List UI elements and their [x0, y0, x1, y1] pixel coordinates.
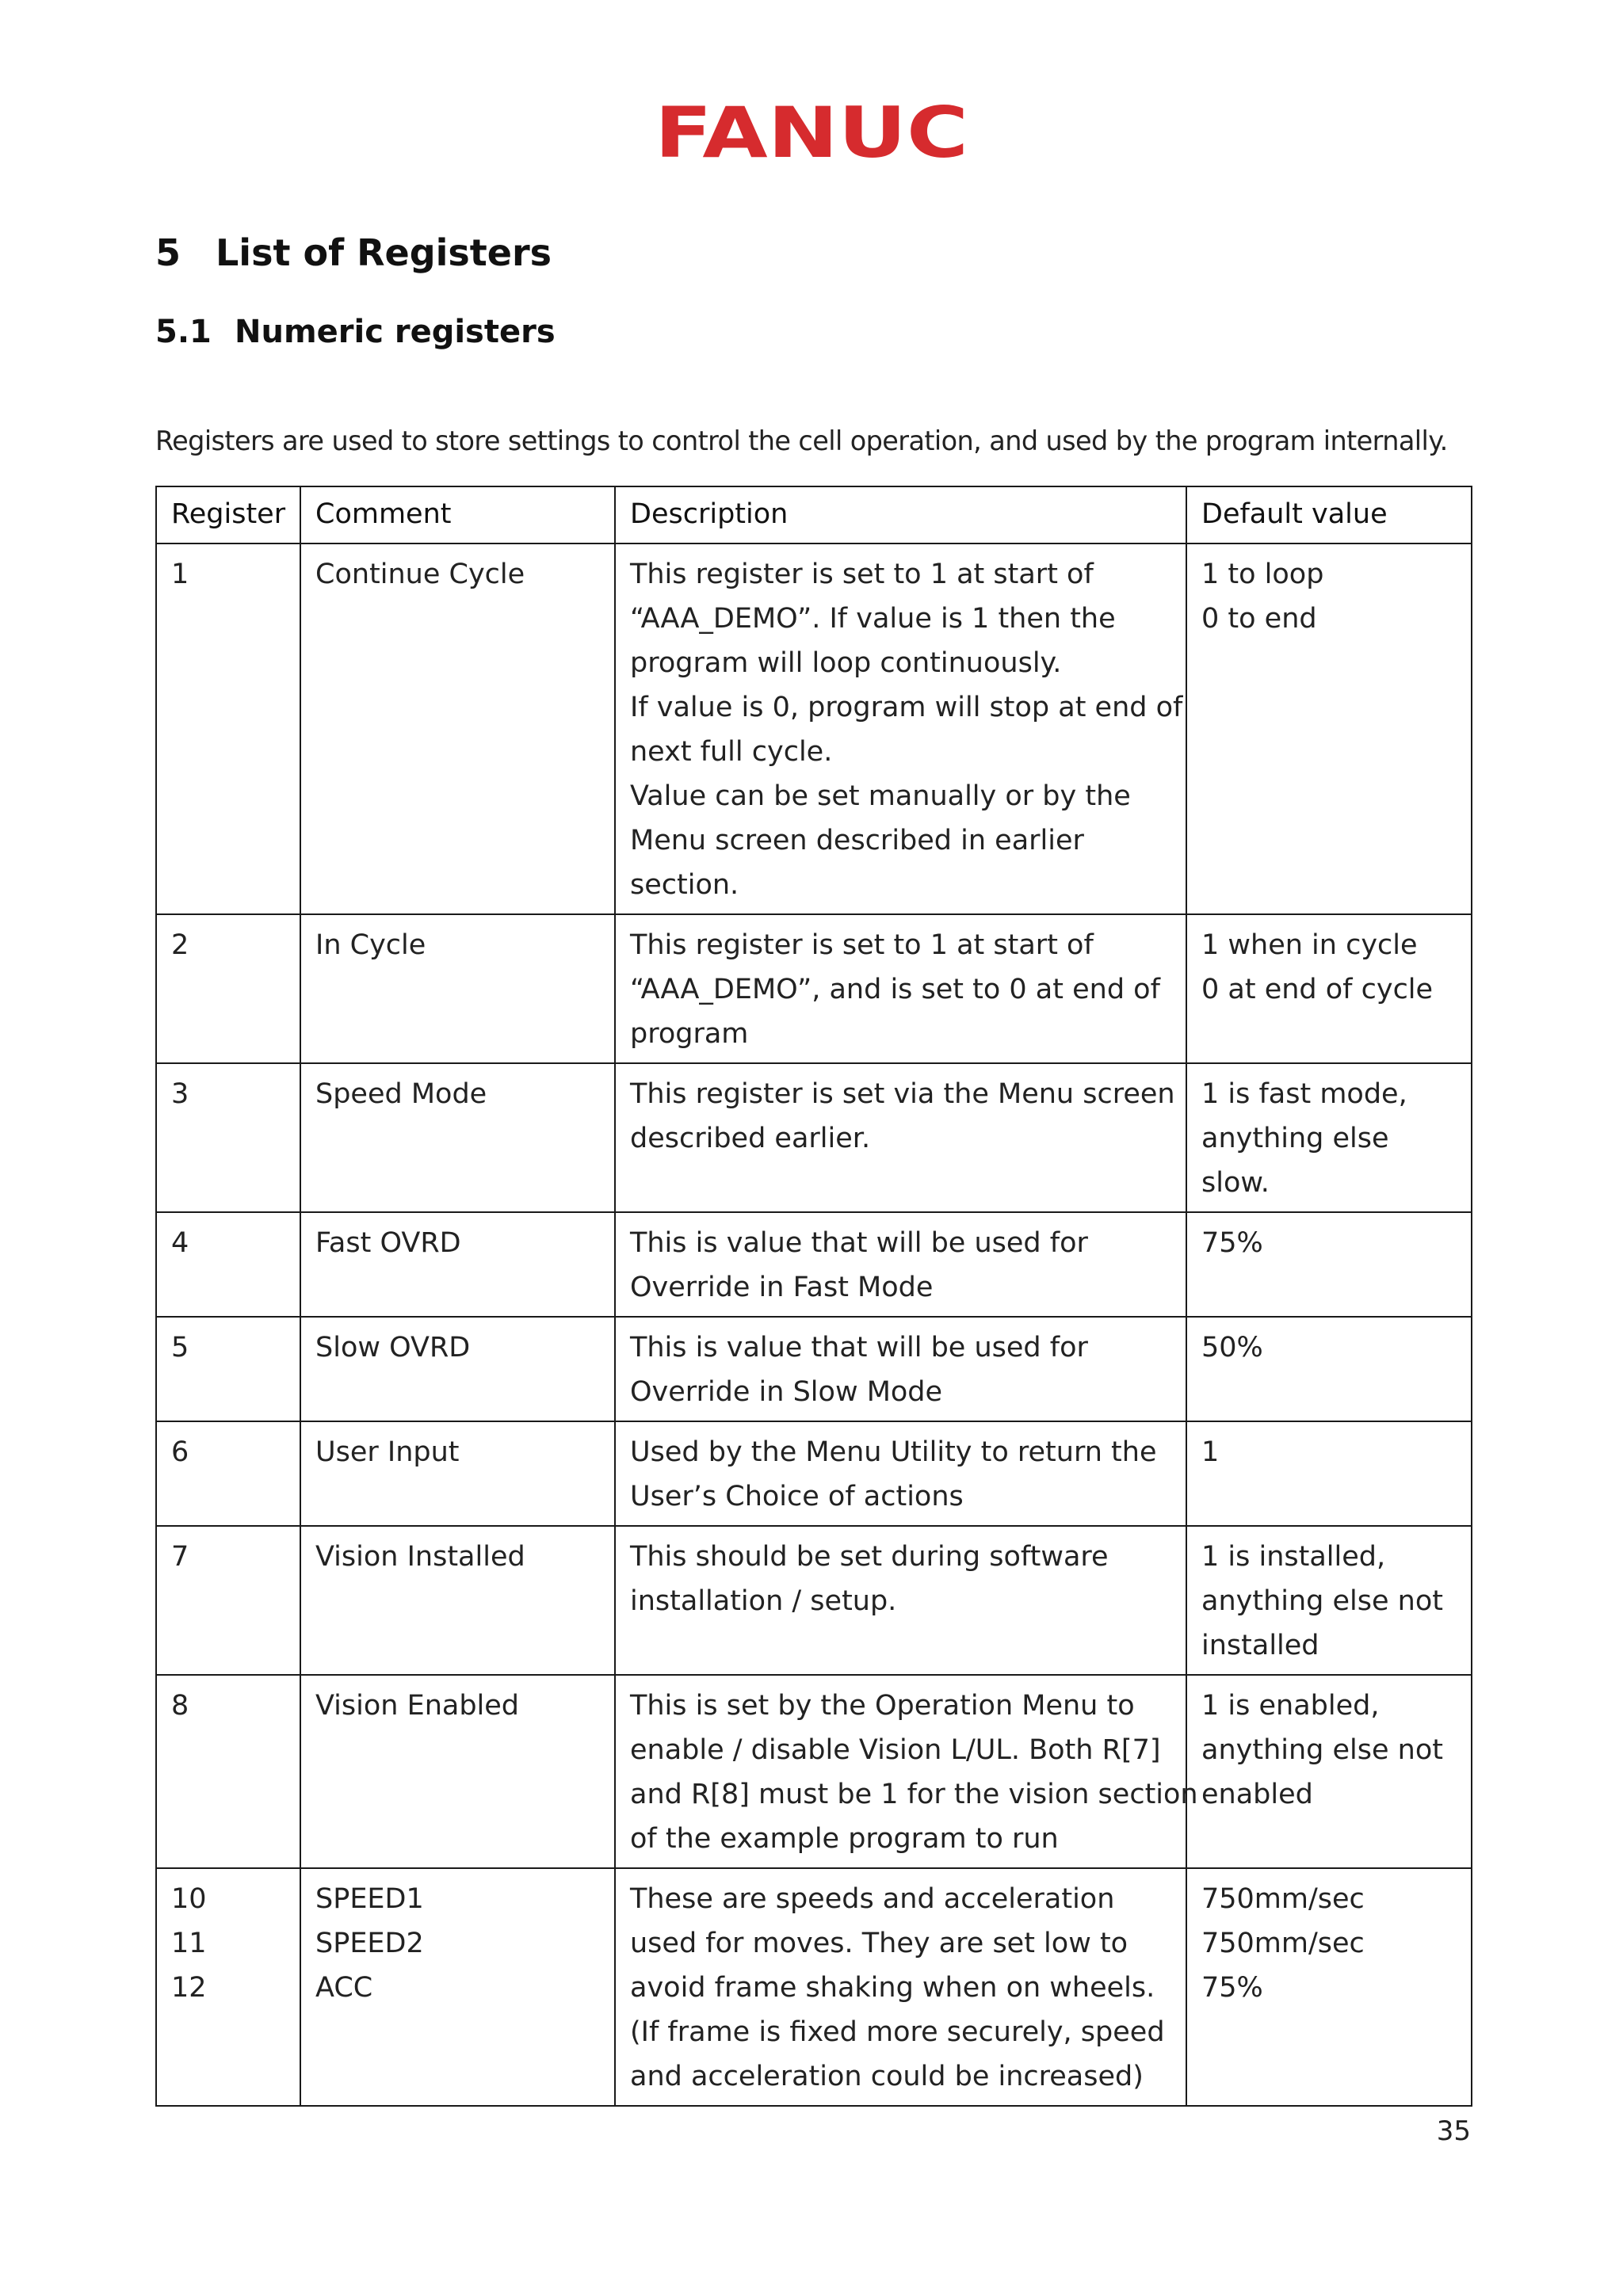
column-header-comment: Comment — [300, 486, 615, 543]
cell-default-value-line: anything else not — [1201, 1585, 1443, 1617]
cell-description-line: Menu screen described in earlier — [630, 825, 1084, 856]
cell-description-line: This is set by the Operation Menu to — [630, 1690, 1135, 1722]
cell-register — [156, 543, 300, 914]
cell-comment-line: Continue Cycle — [315, 559, 525, 590]
column-header-default-value: Default value — [1186, 486, 1472, 543]
cell-description-line: used for moves. They are set low to — [630, 1928, 1128, 1959]
cell-description-line: of the example program to run — [630, 1823, 1059, 1855]
cell-comment — [300, 1063, 615, 1212]
registers-table — [155, 486, 1472, 2107]
cell-description — [615, 1212, 1186, 1317]
cell-default-value-line: 50% — [1201, 1332, 1263, 1363]
cell-comment-line: User Input — [315, 1436, 460, 1468]
cell-description — [615, 543, 1186, 914]
logo-wordmark: FANUC — [655, 101, 968, 165]
table-row — [156, 1317, 1472, 1421]
column-header-register: Register — [156, 486, 300, 543]
cell-register-line: 10 — [171, 1883, 207, 1915]
cell-register — [156, 1063, 300, 1212]
cell-register — [156, 1675, 300, 1868]
cell-comment-line: SPEED2 — [315, 1928, 424, 1959]
cell-register — [156, 1421, 300, 1526]
cell-description — [615, 1421, 1186, 1526]
subsection-number: 5.1 — [155, 314, 212, 350]
page-number: 35 — [1436, 2115, 1471, 2147]
cell-description — [615, 1675, 1198, 1868]
cell-comment-line: Vision Installed — [315, 1541, 525, 1573]
cell-description — [615, 1063, 1186, 1212]
cell-description-line: described earlier. — [630, 1123, 871, 1154]
cell-comment — [300, 1317, 615, 1421]
cell-description-line: “AAA_DEMO”, and is set to 0 at end of — [630, 974, 1160, 1005]
table-row — [156, 1063, 1472, 1212]
cell-comment — [300, 914, 615, 1063]
cell-register-line: 6 — [171, 1436, 189, 1468]
cell-default-value-line: 1 when in cycle — [1201, 929, 1418, 961]
cell-comment — [300, 1212, 615, 1317]
table-row — [156, 1868, 1472, 2106]
cell-description-line: If value is 0, program will stop at end of — [630, 692, 1183, 723]
cell-default-value-line: 750mm/sec — [1201, 1928, 1365, 1959]
fanuc-logo — [653, 101, 970, 165]
cell-default-value-line: 750mm/sec — [1201, 1883, 1365, 1915]
cell-default-value — [1186, 543, 1472, 914]
cell-comment — [300, 1675, 615, 1868]
cell-register-line: 4 — [171, 1227, 189, 1259]
cell-default-value-line: anything else not — [1201, 1734, 1443, 1766]
cell-description-line: and R[8] must be 1 for the vision section — [630, 1779, 1198, 1810]
cell-default-value-line: 75% — [1201, 1972, 1263, 2004]
cell-description-line: User’s Choice of actions — [630, 1481, 964, 1512]
cell-description-line: This is value that will be used for — [630, 1332, 1088, 1363]
cell-description-line: installation / setup. — [630, 1585, 897, 1617]
cell-default-value-line: 1 is enabled, — [1201, 1690, 1380, 1722]
cell-default-value — [1186, 1675, 1472, 1868]
cell-description-line: avoid frame shaking when on wheels. — [630, 1972, 1155, 2004]
cell-comment — [300, 1868, 615, 2106]
cell-default-value-line: slow. — [1201, 1167, 1270, 1199]
cell-description — [615, 1317, 1186, 1421]
cell-register-line: 1 — [171, 559, 189, 590]
cell-default-value-line: 75% — [1201, 1227, 1263, 1259]
cell-comment-line: Speed Mode — [315, 1078, 487, 1110]
cell-description-line: next full cycle. — [630, 736, 833, 768]
cell-description-line: Value can be set manually or by the — [630, 780, 1131, 812]
cell-default-value-line: 1 is fast mode, — [1201, 1078, 1407, 1110]
table-row — [156, 1526, 1472, 1675]
cell-description — [615, 1868, 1186, 2106]
cell-comment-line: In Cycle — [315, 929, 426, 961]
table-row — [156, 1212, 1472, 1317]
cell-default-value — [1186, 1317, 1472, 1421]
cell-description-line: program will loop continuously. — [630, 647, 1062, 679]
table-row — [156, 914, 1472, 1063]
cell-description-line: This register is set to 1 at start of — [630, 559, 1094, 590]
cell-default-value — [1186, 1063, 1472, 1212]
cell-default-value — [1186, 1868, 1472, 2106]
cell-register-line: 11 — [171, 1928, 207, 1959]
cell-register-line: 8 — [171, 1690, 189, 1722]
cell-register-line: 5 — [171, 1332, 189, 1363]
cell-default-value — [1186, 1421, 1472, 1526]
cell-description-line: Override in Slow Mode — [630, 1376, 943, 1408]
cell-description — [615, 1526, 1186, 1675]
cell-description-line: program — [630, 1018, 749, 1050]
cell-description-line: These are speeds and acceleration — [630, 1883, 1115, 1915]
intro-paragraph: Registers are used to store settings to control the cell operation, and used by the program internally. — [155, 425, 1448, 456]
cell-default-value-line: 0 at end of cycle — [1201, 974, 1434, 1005]
cell-description-line: “AAA_DEMO”. If value is 1 then the — [630, 603, 1116, 635]
cell-description-line: section. — [630, 869, 739, 901]
cell-description-line: Used by the Menu Utility to return the — [630, 1436, 1157, 1468]
cell-description-line: This is value that will be used for — [630, 1227, 1088, 1259]
cell-default-value — [1186, 1526, 1472, 1675]
cell-comment — [300, 543, 615, 914]
cell-default-value-line: installed — [1201, 1630, 1319, 1661]
subsection-title: Numeric registers — [235, 314, 556, 350]
cell-default-value-line: 0 to end — [1201, 603, 1317, 635]
cell-register — [156, 914, 300, 1063]
cell-comment-line: Fast OVRD — [315, 1227, 461, 1259]
cell-comment-line: Vision Enabled — [315, 1690, 520, 1722]
cell-default-value — [1186, 914, 1472, 1063]
cell-register — [156, 1868, 300, 2106]
cell-description-line: This register is set to 1 at start of — [630, 929, 1094, 961]
section-title: List of Registers — [216, 231, 552, 274]
subsection-heading — [155, 314, 556, 350]
cell-default-value-line: 1 to loop — [1201, 559, 1324, 590]
cell-comment-line: Slow OVRD — [315, 1332, 471, 1363]
column-header-description: Description — [615, 486, 1186, 543]
cell-register-line: 7 — [171, 1541, 189, 1573]
cell-description-line: (If frame is fixed more securely, speed — [630, 2016, 1165, 2048]
cell-register — [156, 1212, 300, 1317]
section-number: 5 — [155, 231, 181, 274]
cell-description-line: Override in Fast Mode — [630, 1272, 934, 1303]
cell-default-value-line: 1 — [1201, 1436, 1220, 1468]
cell-register-line: 3 — [171, 1078, 189, 1110]
cell-comment-line: SPEED1 — [315, 1883, 424, 1915]
cell-comment — [300, 1421, 615, 1526]
cell-default-value-line: anything else — [1201, 1123, 1389, 1154]
cell-default-value-line: 1 is installed, — [1201, 1541, 1386, 1573]
table-header-row — [156, 486, 1472, 543]
table-row — [156, 543, 1472, 914]
cell-register-line: 2 — [171, 929, 189, 961]
cell-comment — [300, 1526, 615, 1675]
cell-description-line: and acceleration could be increased) — [630, 2061, 1144, 2092]
cell-register-line: 12 — [171, 1972, 207, 2004]
cell-comment-line: ACC — [315, 1972, 373, 2004]
table-row — [156, 1675, 1472, 1868]
cell-register — [156, 1317, 300, 1421]
section-heading — [155, 231, 552, 274]
cell-description-line: This should be set during software — [630, 1541, 1109, 1573]
cell-description-line: This register is set via the Menu screen — [630, 1078, 1175, 1110]
cell-default-value-line: enabled — [1201, 1779, 1313, 1810]
cell-description — [615, 914, 1186, 1063]
cell-register — [156, 1526, 300, 1675]
cell-default-value — [1186, 1212, 1472, 1317]
cell-description-line: enable / disable Vision L/UL. Both R[7] — [630, 1734, 1161, 1766]
table-row — [156, 1421, 1472, 1526]
